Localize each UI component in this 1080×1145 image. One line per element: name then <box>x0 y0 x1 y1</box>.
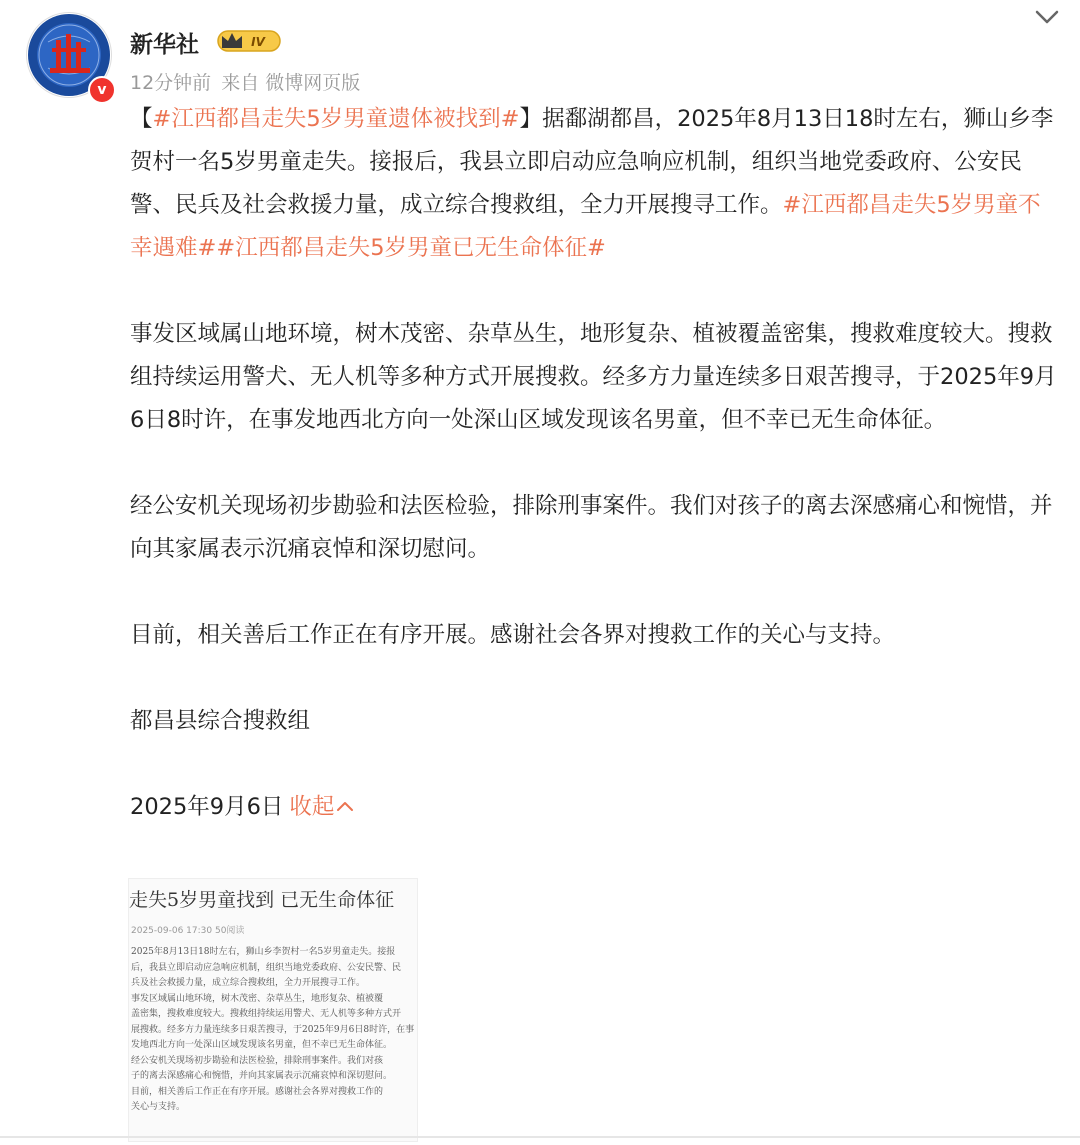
image-line: 子的离去深感痛心和惋惜，并向其家属表示沉痛哀悼和深切慰问。 <box>131 1071 393 1081</box>
signature: 都昌县综合搜救组 <box>130 708 311 734</box>
collapse-button[interactable] <box>289 794 354 820</box>
image-line: 盖密集，搜救难度较大。搜救组持续运用警犬、无人机等多种方式开 <box>131 1009 402 1019</box>
paragraph-2: 事发区域属山地环境，树木茂密、杂草丛生，地形复杂、植被覆盖密集，搜救难度较大。搜救组持续运用警犬、无人机等多种方式开展搜救。经多方力量连续多日艰苦搜寻，于2025年9月6日8时许，在事发地西北方向一处深山区域发现该名男童，但不幸已无生命体征。 <box>130 321 1057 433</box>
image-line: 发地西北方向一处深山区域发现该名男童，但不幸已无生命体征。 <box>131 1040 393 1050</box>
level-text: IV <box>251 35 265 49</box>
image-title: 走失5岁男童找到 已无生命体征 <box>129 889 395 911</box>
paragraph-1 <box>130 98 1060 270</box>
post-body <box>130 98 1060 829</box>
post-image[interactable] <box>128 878 418 1142</box>
image-line: 关心与支持。 <box>131 1102 186 1112</box>
hashtag-link[interactable]: #江西都昌走失5岁男童遗体被找到# <box>152 106 520 132</box>
chevron-up-icon <box>336 799 354 813</box>
chevron-down-icon[interactable] <box>1030 4 1064 30</box>
image-line: 经公安机关现场初步勘验和法医检验，排除刑事案件。我们对孩 <box>131 1055 384 1066</box>
post-meta <box>130 68 370 95</box>
verified-icon: v <box>88 76 116 104</box>
post-time[interactable]: 12分钟前 <box>130 72 212 94</box>
bracket-close: 】 <box>519 106 543 132</box>
post-source: 来自 微博网页版 <box>221 72 361 94</box>
author-name[interactable]: 新华社 <box>130 32 199 58</box>
bracket-open: 【 <box>130 106 153 132</box>
image-line: 2025年8月13日18时左右，狮山乡李贺村一名5岁男童走失。接报 <box>131 947 396 957</box>
image-date-line: 2025-09-06 17:30 50阅读 <box>131 926 245 936</box>
image-body <box>131 945 418 1116</box>
image-line: 展搜救。经多方力量连续多日艰苦搜寻，于2025年9月6日8时许，在事 <box>131 1024 415 1035</box>
image-line: 事发区域属山地环境，树木茂密、杂草丛生，地形复杂、植被覆 <box>131 993 384 1004</box>
image-line: 兵及社会救援力量，成立综合搜救组，全力开展搜寻工作。 <box>131 978 366 988</box>
paragraph-1-text: 据鄱湖都昌，2025年8月13日18时左右，狮山乡李贺村一名5岁男童走失。接报后，我县立即启动应急响应机制，组织当地党委政府、公安民警、民兵及社会救援力量，成立综合搜救组，全力开展搜寻工作。 <box>130 106 1054 218</box>
collapse-label: 收起 <box>289 794 335 820</box>
hashtag-link[interactable]: #江西都昌走失5岁男童已无生命体征# <box>216 235 606 261</box>
paragraph-4: 目前，相关善后工作正在有序开展。感谢社会各界对搜救工作的关心与支持。 <box>130 622 896 648</box>
divider <box>0 1136 1080 1138</box>
level-badge[interactable] <box>216 28 282 54</box>
image-line: 后，我县立即启动应急响应机制，组织当地党委政府、公安民警、民 <box>131 962 402 973</box>
hashtag-link[interactable]: #江西都昌走失5岁男童不幸遇难# <box>130 192 1041 261</box>
image-line: 目前，相关善后工作正在有序开展。感谢社会各界对搜救工作的 <box>131 1086 384 1097</box>
paragraph-3: 经公安机关现场初步勘验和法医检验，排除刑事案件。我们对孩子的离去深感痛心和惋惜，并向其家属表示沉痛哀悼和深切慰问。 <box>130 493 1053 562</box>
date-line <box>130 786 1060 829</box>
post-date: 2025年9月6日 <box>130 794 284 820</box>
